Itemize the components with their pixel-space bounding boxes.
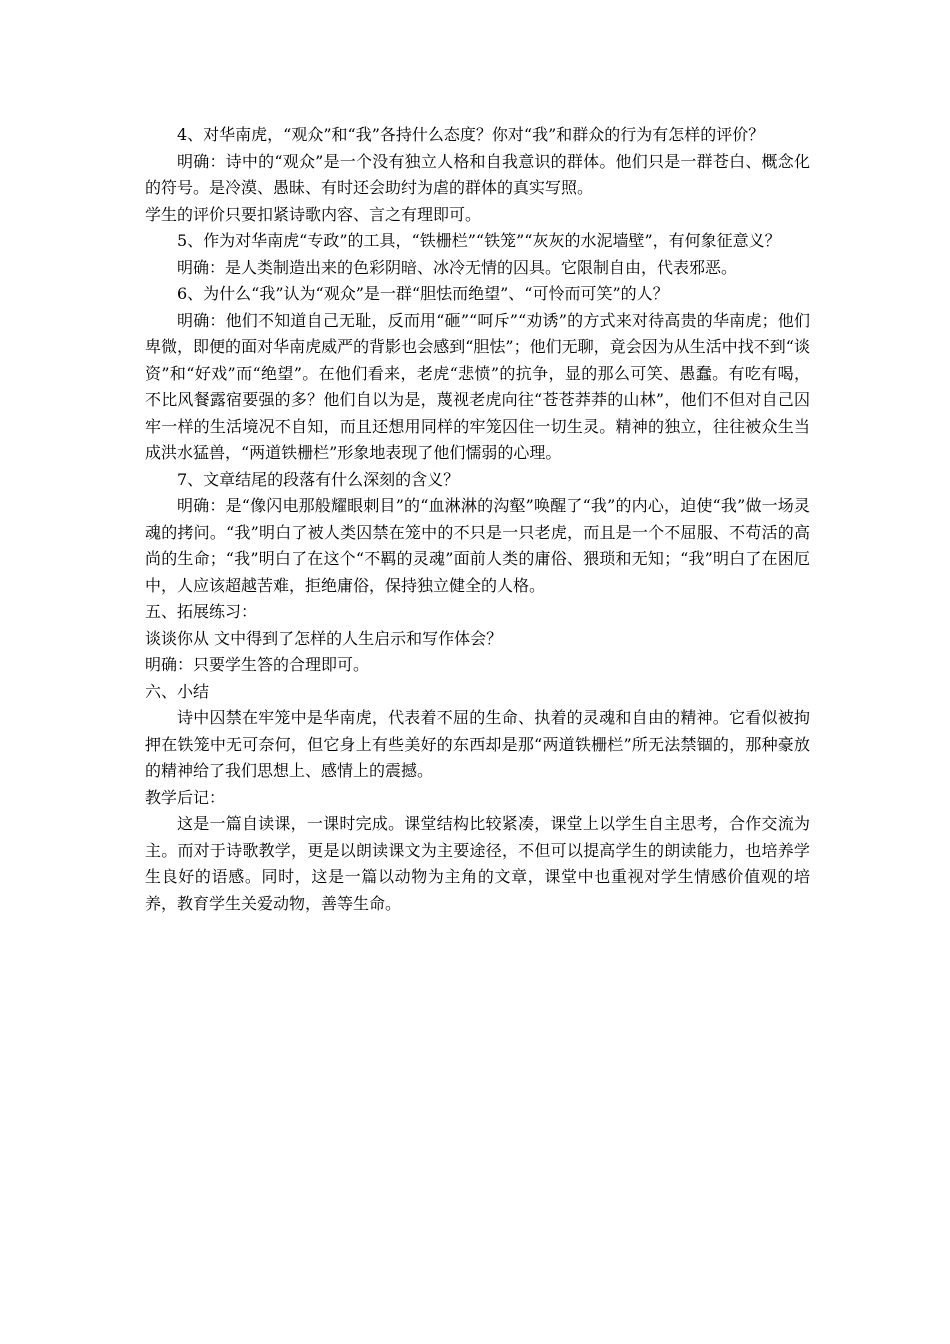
extension-question: 谈谈你从 文中得到了怎样的人生启示和写作体会？ (145, 628, 503, 648)
section-heading-postscript: 教学后记： (145, 787, 226, 807)
answer-6: 明确：他们不知道自己无耻，反而用“砸”“呵斥”“劝诱”的方式来对待高贵的华南虎；他们卑微，即便的面对华南虎威严的背影也会感到“胆怯”；他们无聊，竟会因为从生活中找不到“谈资”和“好戏”而“绝望”。在他们看来，老虎“悲愤”的抗争，显的那么可笑、愚蠢。有吃有喝，不比风餐露宿要强的多？他们自以为是，蔑视老虎向往“苍苍莽莽的山林”，他们不但对自己囚牢一样的生活境况不自知，而且还想用同样的牢笼囚住一切生灵。精神的独立，往往被众生当成洪水猛兽，“两道铁栅栏”形象地表现了他们懦弱的心理。 (145, 310, 810, 462)
postscript-paragraph: 这是一篇自读课，一课时完成。课堂结构比较紧凑，课堂上以学生自主思考，合作交流为主。而对于诗歌教学，更是以朗读课文为主要途径，不但可以提高学生的朗读能力，也培养学生良好的语感。同时，这是一篇以动物为主角的文章，课堂中也重视对学生情感价值观的培养，教育学生关爱动物，善等生命。 (145, 814, 810, 913)
question-6: 6、为什么“我”认为“观众”是一群“胆怯而绝望”、“可怜而可笑”的人？ (177, 284, 669, 303)
section-heading-extension: 五、拓展练习： (145, 602, 258, 621)
summary-paragraph: 诗中囚禁在牢笼中是华南虎，代表着不屈的生命、执着的灵魂和自由的精神。它看似被拘押在铁笼中无可奈何，但它身上有些美好的东西却是那“两道铁栅栏”所无法禁锢的，那种豪放的精神给了我们思想上、感情上的震撼。 (145, 708, 810, 780)
extension-answer: 明确：只要学生答的合理即可。 (145, 655, 370, 674)
question-7: 7、文章结尾的段落有什么深刻的含义？ (177, 469, 460, 489)
answer-4: 明确：诗中的“观众”是一个没有独立人格和自我意识的群体。他们只是一群苍白、概念化的符号。是冷漠、愚昧、有时还会助纣为虐的群体的真实写照。 (145, 151, 810, 197)
answer-7: 明确：是“像闪电那般耀眼刺目”的“血淋淋的沟壑”唤醒了“我”的内心，迫使“我”做一场灵魂的拷问。“我”明白了被人类囚禁在笼中的不只是一只老虎，而且是一个不屈服、不苟活的高尚的生命；“我”明白了在这个“不羁的灵魂”面前人类的庸俗、猥琐和无知；“我”明白了在困厄中，人应该超越苦难，拒绝庸俗，保持独立健全的人格。 (145, 496, 810, 595)
document-page (145, 122, 810, 917)
question-4: 4、对华南虎，“观众”和“我”各持什么态度？你对“我”和群众的行为有怎样的评价？ (177, 125, 765, 144)
answer-5: 明确：是人类制造出来的色彩阴暗、冰冷无情的囚具。它限制自由，代表邪恶。 (177, 257, 738, 277)
answer-4-note: 学生的评价只要扣紧诗歌内容、言之有理即可。 (145, 204, 482, 224)
section-heading-summary: 六、小结 (145, 681, 210, 701)
question-5: 5、作为对华南虎“专政”的工具，“铁栅栏”“铁笼”“灰灰的水泥墙壁”，有何象征意义？ (177, 231, 781, 250)
